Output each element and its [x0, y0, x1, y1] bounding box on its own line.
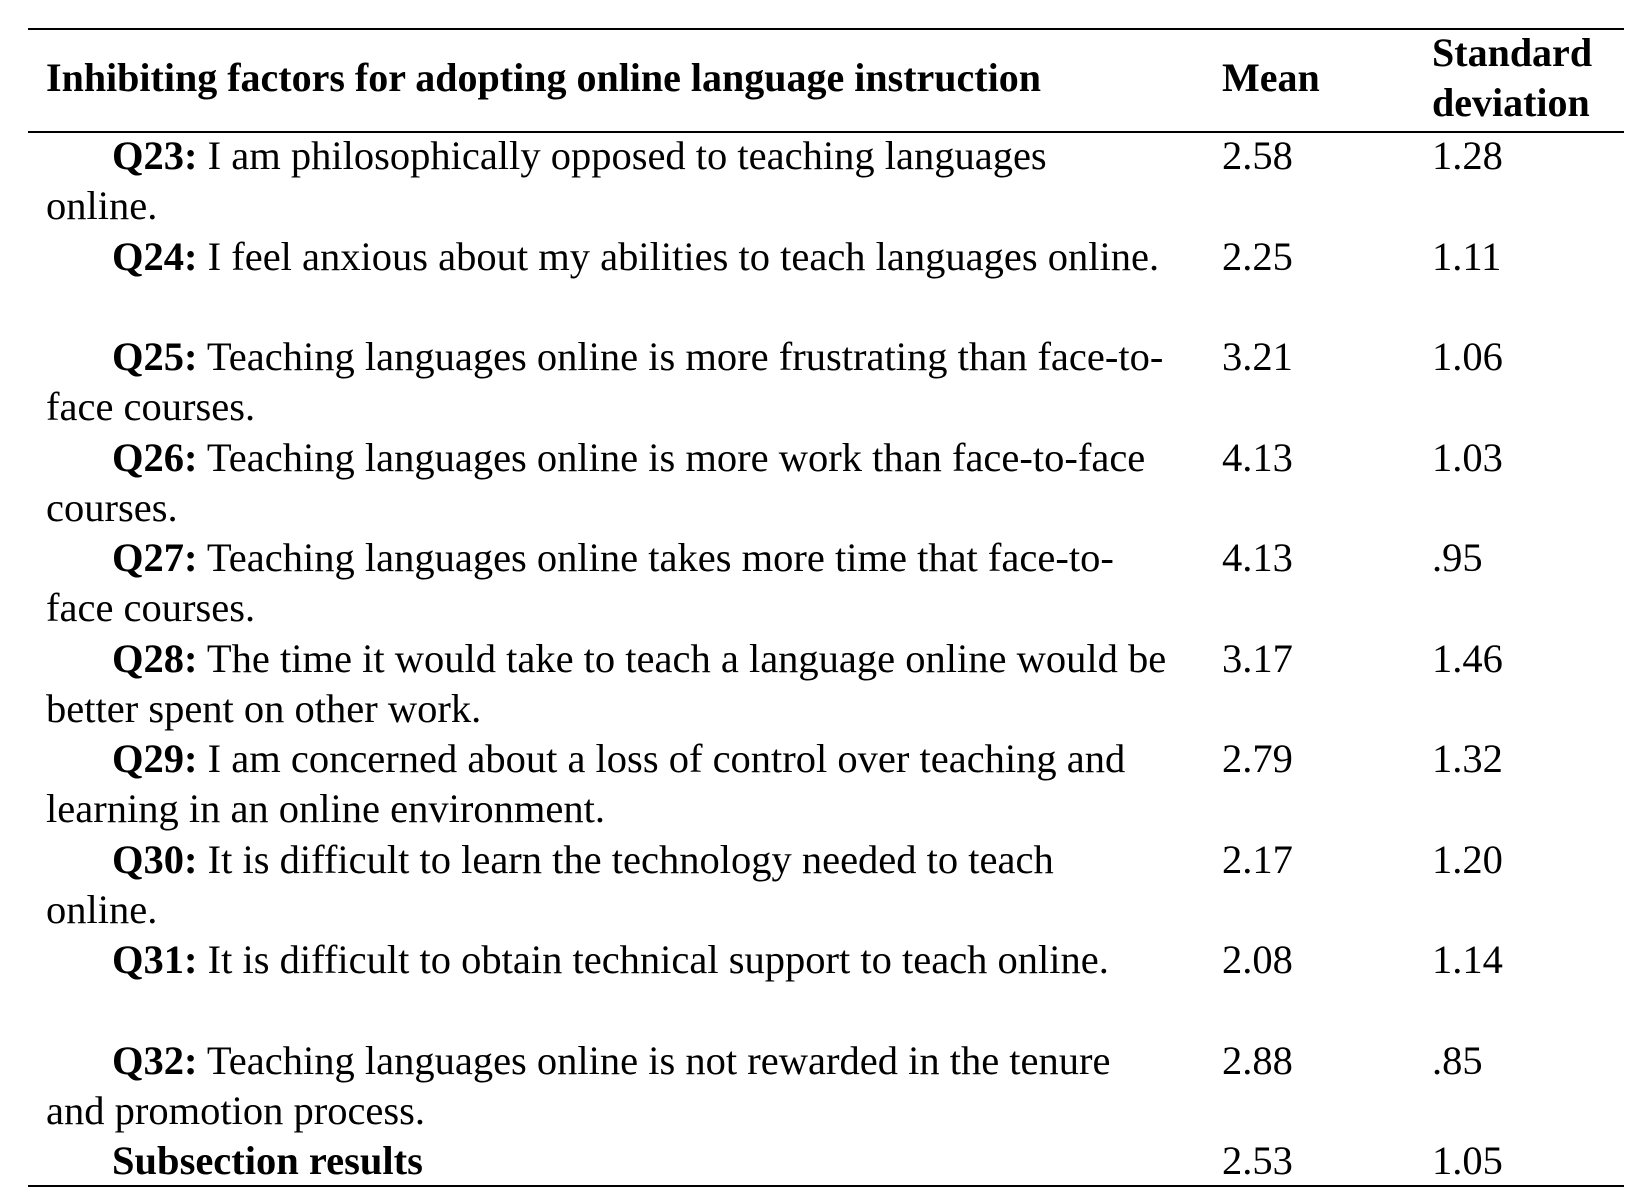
- factor-cell: [46, 634, 1168, 734]
- question-id: Q32:: [112, 1037, 198, 1083]
- factor-cell: [46, 1036, 1168, 1136]
- header-factor: Inhibiting factors for adopting online language instruction: [46, 55, 1041, 100]
- sd-cell: 1.46: [1432, 635, 1503, 681]
- question-id: Q29:: [112, 736, 198, 781]
- question-id: Q25:: [112, 334, 198, 379]
- question-text: The time it would take to teach a language online would be better spent on other work.: [46, 635, 1167, 731]
- table-bottom-rule: [28, 1185, 1624, 1187]
- question-text: I am concerned about a loss of control over teaching and learning in an online environment.: [46, 736, 1126, 831]
- table-row: [0, 935, 1648, 1036]
- factor-cell: [46, 332, 1168, 432]
- table-row: [0, 634, 1648, 735]
- question-text: It is difficult to learn the technology needed to teach online.: [46, 836, 1054, 932]
- question-id: Q23:: [112, 133, 198, 178]
- header-standard-deviation: Standard deviation: [1432, 30, 1593, 125]
- mean-cell: 2.88: [1222, 1037, 1293, 1083]
- table-row: [0, 835, 1648, 936]
- mean-cell: 2.58: [1222, 133, 1293, 178]
- table-top-rule: [28, 28, 1624, 30]
- question-text: I feel anxious about my abilities to teach languages online.: [197, 233, 1160, 279]
- question-id: Q30:: [112, 836, 198, 882]
- sd-cell: 1.32: [1432, 736, 1503, 781]
- table-row: [0, 734, 1648, 835]
- question-id: Q26:: [112, 434, 198, 480]
- sd-cell: .95: [1432, 535, 1483, 580]
- mean-cell: 3.21: [1222, 334, 1293, 379]
- mean-cell: 2.25: [1222, 233, 1293, 279]
- table-row: [0, 433, 1648, 534]
- question-id: Q28:: [112, 635, 198, 681]
- question-text: It is difficult to obtain technical support to teach online.: [197, 937, 1109, 982]
- factor-cell: [46, 232, 1168, 282]
- mean-cell: 4.13: [1222, 434, 1293, 480]
- factor-cell: [46, 835, 1168, 935]
- mean-cell: 4.13: [1222, 535, 1293, 580]
- mean-cell: 3.17: [1222, 635, 1293, 681]
- question-text: Teaching languages online is more frustrating than face-to-face courses.: [46, 334, 1164, 429]
- table-row: [0, 332, 1648, 433]
- sd-cell: .85: [1432, 1037, 1483, 1083]
- sd-cell: 1.28: [1432, 133, 1503, 178]
- question-text: I am philosophically opposed to teaching languages online.: [46, 133, 1047, 228]
- header-mean: Mean: [1222, 55, 1320, 100]
- summary-sd: 1.05: [1432, 1138, 1503, 1183]
- question-text: Teaching languages online is more work than face-to-face courses.: [46, 434, 1146, 530]
- mean-cell: 2.08: [1222, 937, 1293, 982]
- table-body: [0, 131, 1648, 1190]
- summary-label: Subsection results: [112, 1138, 423, 1183]
- summary-mean: 2.53: [1222, 1138, 1293, 1183]
- mean-cell: 2.79: [1222, 736, 1293, 781]
- table-row: [0, 533, 1648, 634]
- sd-cell: 1.03: [1432, 434, 1503, 480]
- summary-row: [0, 1136, 1648, 1190]
- mean-cell: 2.17: [1222, 836, 1293, 882]
- table-row: [0, 1036, 1648, 1137]
- factor-cell: [46, 131, 1168, 231]
- question-id: Q24:: [112, 233, 198, 279]
- factor-cell: [46, 734, 1168, 834]
- question-text: Teaching languages online takes more time that face-to-face courses.: [46, 535, 1114, 630]
- sd-cell: 1.20: [1432, 836, 1503, 882]
- question-id: Q27:: [112, 535, 198, 580]
- question-text: Teaching languages online is not rewarded in the tenure and promotion process.: [46, 1037, 1111, 1133]
- table-row: [0, 131, 1648, 232]
- sd-cell: 1.11: [1432, 233, 1502, 279]
- factor-cell: [46, 935, 1168, 985]
- sd-cell: 1.06: [1432, 334, 1503, 379]
- factor-cell: [46, 433, 1168, 533]
- sd-cell: 1.14: [1432, 937, 1503, 982]
- table-row: [0, 232, 1648, 333]
- factor-cell: [46, 533, 1168, 633]
- question-id: Q31:: [112, 937, 198, 982]
